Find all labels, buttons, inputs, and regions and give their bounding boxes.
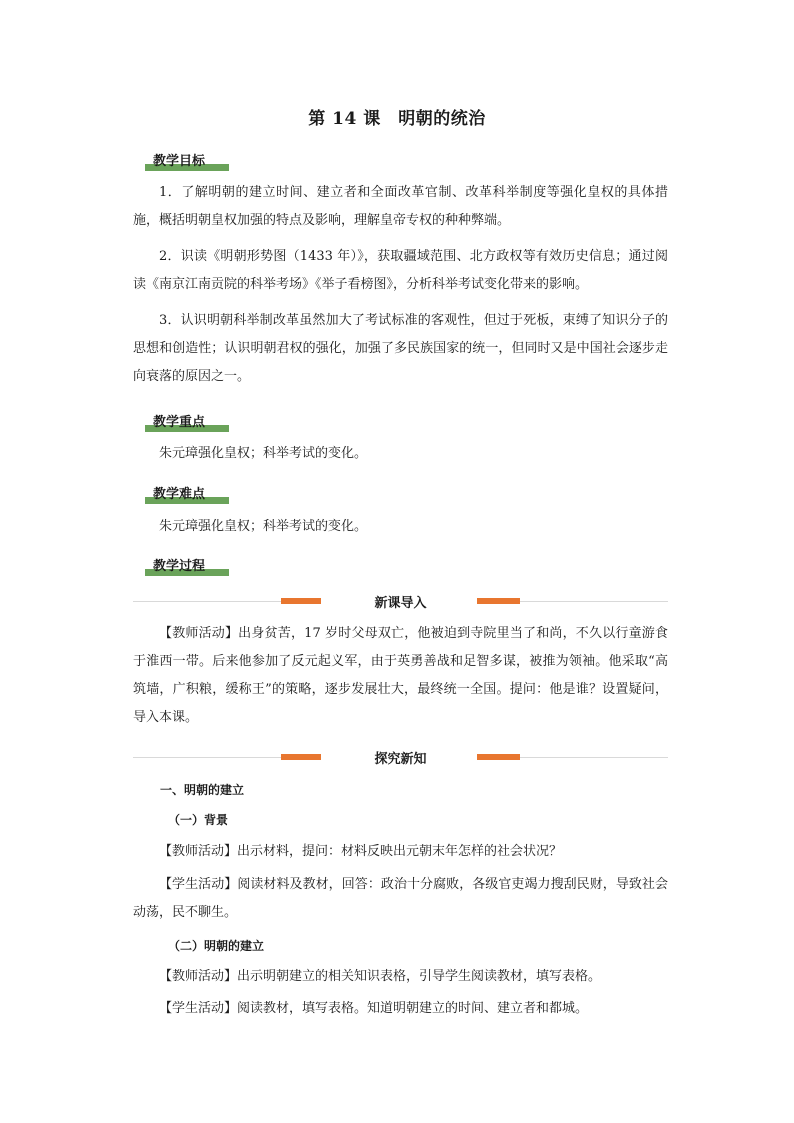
student-activity-2: 【学生活动】阅读教材，填写表格。知道明朝建立的时间、建立者和都城。 xyxy=(159,1001,589,1016)
objectives-tag xyxy=(145,150,229,170)
explore-divider xyxy=(133,748,668,768)
intro-paragraph: 【教师活动】出身贫苦，17 岁时父母双亡，他被迫到寺院里当了和尚，不久以行童游食于淮西一带。后来他参加了反元起义军，由于英勇善战和足智多谋，被推为领袖。他采取“高筑墙，广积粮，缓称王”的策略，逐步发展壮大，最终统一全国。提问：他是谁？设置疑问，导入本课。 xyxy=(133,626,668,725)
heading-ming-founding: 一、明朝的建立 xyxy=(160,783,245,797)
teacher-activity-2: 【教师活动】出示明朝建立的相关知识表格，引导学生阅读教材，填写表格。 xyxy=(159,969,602,984)
subheading-founding: （二）明朝的建立 xyxy=(168,939,265,953)
lesson-title: 第 14 课 明朝的统治 xyxy=(308,109,486,129)
divider-accent-bar xyxy=(477,754,520,760)
process-label: 教学过程 xyxy=(153,559,206,574)
difficulty-label: 教学难点 xyxy=(153,487,206,502)
intro-divider xyxy=(133,592,668,612)
teacher-activity-1: 【教师活动】出示材料，提问：材料反映出元朝末年怎样的社会状况？ xyxy=(159,844,563,859)
key-point-text: 朱元璋强化皇权；科举考试的变化。 xyxy=(159,446,368,461)
divider-line xyxy=(520,757,668,758)
divider-line xyxy=(520,601,668,602)
explore-label: 探究新知 xyxy=(374,752,427,767)
objectives-label: 教学目标 xyxy=(153,154,206,169)
key-point-tag xyxy=(145,411,229,431)
subheading-background: （一）背景 xyxy=(168,813,229,827)
divider-accent-bar xyxy=(477,598,520,604)
objective-3: 3．认识明朝科举制改革虽然加大了考试标准的客观性，但过于死板，束缚了知识分子的思想和创造性；认识明朝君权的强化，加强了多民族国家的统一，但同时又是中国社会逐步走向衰落的原因之一。 xyxy=(133,313,668,384)
process-tag xyxy=(145,555,229,575)
difficulty-tag xyxy=(145,483,229,503)
difficulty-text: 朱元璋强化皇权；科举考试的变化。 xyxy=(159,519,368,534)
objective-1: 1．了解明朝的建立时间、建立者和全面改革官制、改革科举制度等强化皇权的具体措施，概括明朝皇权加强的特点及影响，理解皇帝专权的种种弊端。 xyxy=(133,185,668,228)
objective-2: 2．识读《明朝形势图（1433 年）》，获取疆域范围、北方政权等有效历史信息；通过阅读《南京江南贡院的科举考场》《举子看榜图》，分析科举考试变化带来的影响。 xyxy=(133,249,668,292)
key-point-label: 教学重点 xyxy=(153,415,206,430)
student-activity-1: 【学生活动】阅读材料及教材，回答：政治十分腐败，各级官吏竭力搜刮民财，导致社会动荡，民不聊生。 xyxy=(133,877,668,920)
intro-label: 新课导入 xyxy=(374,596,427,611)
